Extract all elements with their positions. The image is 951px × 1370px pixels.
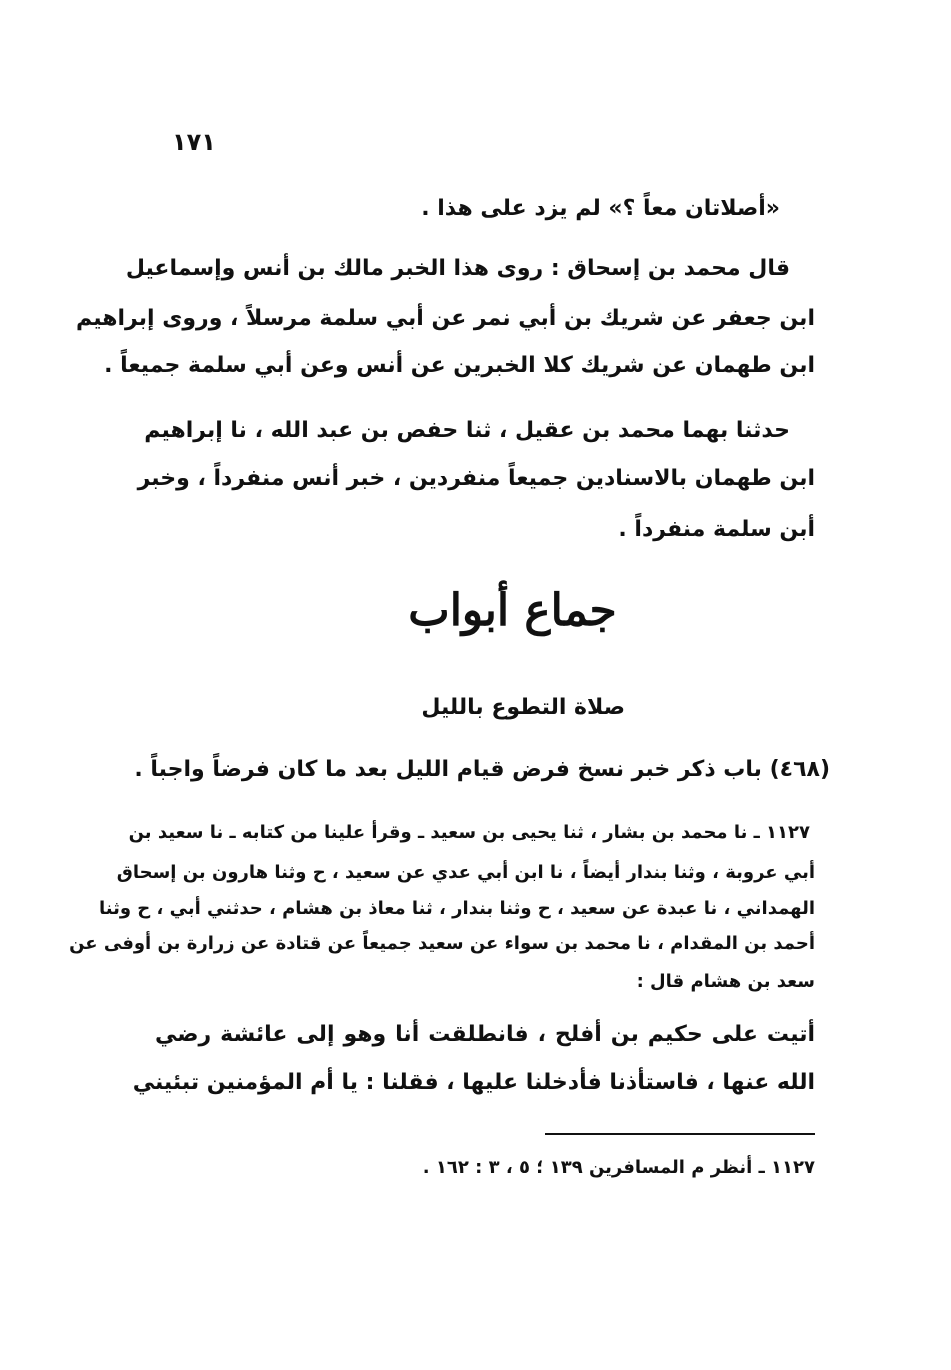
hadith-line: أحمد بن المقدام ، نا محمد بن سواء عن سعيد جميعاً عن قتادة عن زرارة بن أوفى عن [69,933,815,954]
hadith-line: الهمداني ، نا عبدة عن سعيد ، ح وثنا بندار ، ثنا معاذ بن هشام ، حدثني أبي ، ح وثنا [98,898,815,919]
paragraph-line: ابن جعفر عن شريك بن أبي نمر عن أبي سلمة مرسلاً ، وروى إبراهيم [76,306,815,331]
paragraph-line: ابن طهمان بالاسنادين جميعاً منفردين ، خبر أنس منفرداً ، وخبر [137,466,815,491]
bab-heading: (٤٦٨) باب ذكر خبر نسخ فرض قيام الليل بعد ما كان فرضاً واجباً . [134,757,830,782]
footnote: ١١٢٧ ـ أنظر م المسافرين ١٣٩ ؛ ٥ ، ٣ : ١٦٢ . [422,1157,815,1178]
paragraph-line: قال محمد بن إسحاق : روى هذا الخبر مالك بن أنس وإسماعيل [125,256,790,281]
hadith-line: أبي عروبة ، وثنا بندار أيضاً ، نا ابن أبي عدي عن سعيد ، ح وثنا هارون بن إسحاق [116,862,815,883]
paragraph-line: حدثنا بهما محمد بن عقيل ، ثنا حفص بن عبد الله ، نا إبراهيم [144,418,790,443]
paragraph-line: أبن سلمة منفرداً . [618,517,815,542]
hadith-line: سعد بن هشام قال : [636,971,815,992]
chapter-title: صلاة التطوع بالليل [421,695,625,720]
page-number: ١٧١ [172,128,216,156]
paragraph-line: ابن طهمان عن شريك كلا الخبرين عن أنس وعن أبي سلمة جميعاً . [104,353,815,378]
section-title: جماع أبواب [408,585,617,636]
closing-line: أتيت على حكيم بن أفلح ، فانطلقت أنا وهو إلى عائشة رضي [155,1022,815,1047]
paragraph-line: «أصلاتان معاً ؟» لم يزد على هذا . [421,196,780,221]
hadith-line: ١١٢٧ ـ نا محمد بن بشار ، ثنا يحيى بن سعيد ـ وقرأ علينا من كتابه ـ نا سعيد بن [128,822,810,843]
footnote-divider [545,1133,815,1135]
closing-line: الله عنها ، فاستأذنا فأدخلنا عليها ، فقلنا : يا أم المؤمنين تبئيني [132,1070,815,1095]
